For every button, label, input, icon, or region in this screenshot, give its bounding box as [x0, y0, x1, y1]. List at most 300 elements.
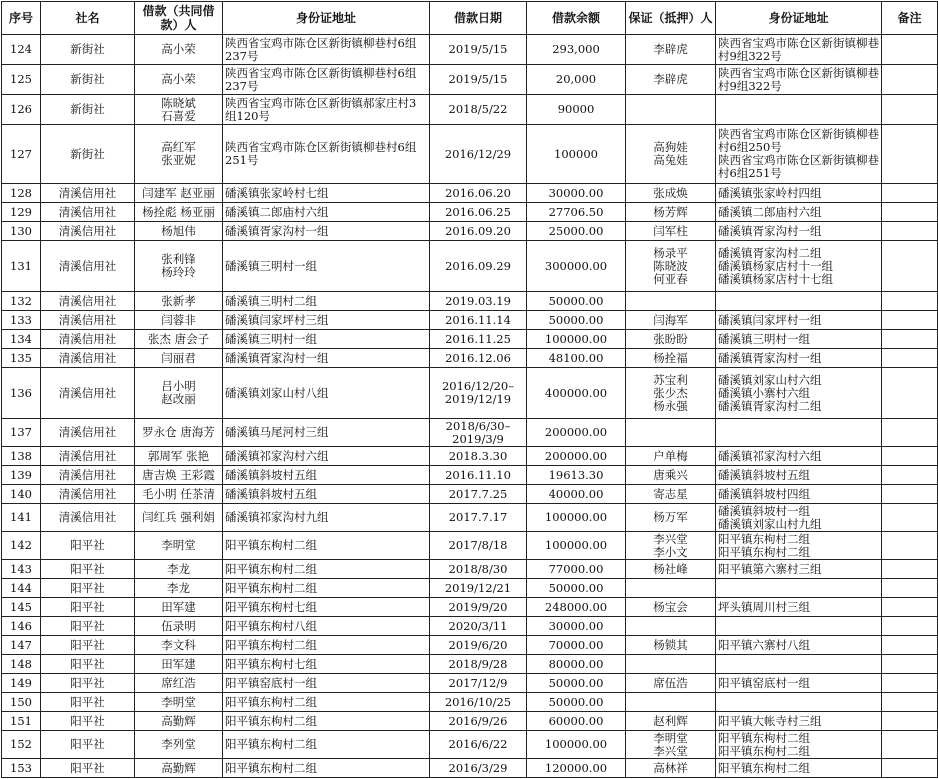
cell-guarantor-address: 磻溪镇刘家山村六组 磻溪镇小寨村六组 磻溪镇胥家沟村二组: [716, 368, 882, 419]
cell-date: 2019/5/15: [430, 65, 527, 95]
cell-address: 阳平镇东枸村二组: [223, 636, 430, 655]
cell-note: [882, 184, 938, 203]
cell-no: 128: [2, 184, 41, 203]
cell-no: 152: [2, 731, 41, 759]
cell-branch: 阳平社: [41, 617, 135, 636]
cell-address: 阳平镇东枸村二组: [223, 532, 430, 560]
cell-guarantor-address: [716, 419, 882, 447]
cell-guarantor: 赵利辉: [626, 712, 716, 731]
cell-no: 135: [2, 349, 41, 368]
cell-branch: 新街社: [41, 65, 135, 95]
cell-borrower: 李龙: [135, 579, 223, 598]
cell-branch: 清溪信用社: [41, 330, 135, 349]
cell-guarantor: 苏宝利 张少杰 杨永强: [626, 368, 716, 419]
cell-note: [882, 579, 938, 598]
cell-date: 2016.11.25: [430, 330, 527, 349]
cell-note: [882, 311, 938, 330]
cell-balance: 200000.00: [527, 419, 626, 447]
cell-note: [882, 693, 938, 712]
cell-date: 2016.11.10: [430, 466, 527, 485]
cell-guarantor: [626, 579, 716, 598]
cell-guarantor: [626, 95, 716, 125]
cell-balance: 100000.00: [527, 532, 626, 560]
cell-balance: 40000.00: [527, 485, 626, 504]
cell-guarantor: [626, 655, 716, 674]
cell-branch: 清溪信用社: [41, 485, 135, 504]
cell-borrower: 杨旭伟: [135, 222, 223, 241]
table-row: [2, 222, 938, 241]
cell-borrower: 高勤辉: [135, 712, 223, 731]
cell-guarantor-address: [716, 655, 882, 674]
cell-date: 2016.11.14: [430, 311, 527, 330]
cell-address: 阳平镇东枸村二组: [223, 560, 430, 579]
cell-guarantor-address: 磻溪镇三明村一组: [716, 330, 882, 349]
cell-guarantor: 户单梅: [626, 447, 716, 466]
cell-guarantor: 高狗娃 高兔娃: [626, 125, 716, 184]
cell-note: [882, 419, 938, 447]
cell-branch: 清溪信用社: [41, 504, 135, 532]
cell-guarantor: 高林祥: [626, 759, 716, 778]
header-branch: 社名: [41, 2, 135, 35]
cell-no: 138: [2, 447, 41, 466]
cell-borrower: 杨拴彪 杨亚丽: [135, 203, 223, 222]
cell-date: 2016.09.29: [430, 241, 527, 292]
cell-borrower: 李龙: [135, 560, 223, 579]
cell-note: [882, 560, 938, 579]
cell-address: 陕西省宝鸡市陈仓区新街镇柳巷村6组237号: [223, 65, 430, 95]
cell-note: [882, 504, 938, 532]
cell-address: 磻溪镇马尾河村三组: [223, 419, 430, 447]
cell-date: 2017.7.25: [430, 485, 527, 504]
cell-note: [882, 292, 938, 311]
table-row: [2, 560, 938, 579]
cell-date: 2018/5/22: [430, 95, 527, 125]
cell-branch: 阳平社: [41, 731, 135, 759]
cell-no: 130: [2, 222, 41, 241]
cell-address: 阳平镇东枸村二组: [223, 693, 430, 712]
table-row: [2, 636, 938, 655]
cell-address: 磻溪镇祁家沟村九组: [223, 504, 430, 532]
cell-borrower: 张利锋 杨玲玲: [135, 241, 223, 292]
cell-balance: 50000.00: [527, 693, 626, 712]
cell-branch: 新街社: [41, 95, 135, 125]
cell-no: 153: [2, 759, 41, 778]
cell-no: 145: [2, 598, 41, 617]
header-address: 身份证地址: [223, 2, 430, 35]
table-row: [2, 579, 938, 598]
cell-guarantor-address: 阳平镇大帐寺村三组: [716, 712, 882, 731]
cell-address: 陕西省宝鸡市陈仓区新街镇柳巷村6组237号: [223, 35, 430, 65]
cell-date: 2018/8/30: [430, 560, 527, 579]
cell-borrower: 李明堂: [135, 532, 223, 560]
table-row: [2, 241, 938, 292]
cell-guarantor-address: 磻溪镇斜坡村一组 磻溪镇刘家山村九组: [716, 504, 882, 532]
cell-no: 136: [2, 368, 41, 419]
cell-note: [882, 636, 938, 655]
cell-address: 阳平镇东枸村七组: [223, 598, 430, 617]
cell-branch: 新街社: [41, 125, 135, 184]
cell-guarantor-address: 阳平镇东枸村二组: [716, 759, 882, 778]
cell-balance: 100000.00: [527, 731, 626, 759]
cell-branch: 阳平社: [41, 560, 135, 579]
cell-borrower: 伍录明: [135, 617, 223, 636]
cell-no: 134: [2, 330, 41, 349]
cell-guarantor: 杨宝会: [626, 598, 716, 617]
cell-guarantor-address: 坪头镇周川村三组: [716, 598, 882, 617]
cell-borrower: 田军建: [135, 655, 223, 674]
cell-no: 129: [2, 203, 41, 222]
cell-note: [882, 349, 938, 368]
table-row: [2, 504, 938, 532]
cell-balance: 80000.00: [527, 655, 626, 674]
cell-borrower: 闫丽君: [135, 349, 223, 368]
cell-guarantor-address: 阳平镇东枸村二组 阳平镇东枸村二组: [716, 731, 882, 759]
cell-guarantor-address: [716, 95, 882, 125]
cell-no: 133: [2, 311, 41, 330]
table-row: [2, 330, 938, 349]
table-row: [2, 532, 938, 560]
cell-branch: 清溪信用社: [41, 203, 135, 222]
cell-no: 125: [2, 65, 41, 95]
cell-branch: 新街社: [41, 35, 135, 65]
header-guarantor-address: 身份证地址: [716, 2, 882, 35]
cell-guarantor: 杨拴福: [626, 349, 716, 368]
cell-branch: 阳平社: [41, 579, 135, 598]
cell-no: 137: [2, 419, 41, 447]
header-balance: 借款余额: [527, 2, 626, 35]
cell-balance: 20,000: [527, 65, 626, 95]
cell-address: 磻溪镇三明村一组: [223, 241, 430, 292]
cell-branch: 阳平社: [41, 674, 135, 693]
cell-branch: 阳平社: [41, 598, 135, 617]
cell-borrower: 陈晓斌 石喜爱: [135, 95, 223, 125]
cell-note: [882, 65, 938, 95]
cell-guarantor-address: 磻溪镇祁家沟村六组: [716, 447, 882, 466]
cell-note: [882, 203, 938, 222]
cell-borrower: 罗永仓 唐海芳: [135, 419, 223, 447]
cell-balance: 248000.00: [527, 598, 626, 617]
cell-branch: 阳平社: [41, 655, 135, 674]
cell-no: 149: [2, 674, 41, 693]
cell-branch: 阳平社: [41, 759, 135, 778]
cell-date: 2020/3/11: [430, 617, 527, 636]
table-row: [2, 759, 938, 778]
cell-guarantor: 张成焕: [626, 184, 716, 203]
cell-borrower: 席红浩: [135, 674, 223, 693]
cell-balance: 70000.00: [527, 636, 626, 655]
cell-address: 磻溪镇斜坡村五组: [223, 466, 430, 485]
cell-branch: 清溪信用社: [41, 311, 135, 330]
cell-guarantor-address: 磻溪镇斜坡村四组: [716, 485, 882, 504]
table-row: [2, 184, 938, 203]
cell-date: 2019/6/20: [430, 636, 527, 655]
cell-balance: 19613.30: [527, 466, 626, 485]
cell-branch: 阳平社: [41, 712, 135, 731]
cell-balance: 25000.00: [527, 222, 626, 241]
cell-branch: 阳平社: [41, 636, 135, 655]
header-note: 备注: [882, 2, 938, 35]
cell-guarantor: 杨锁其: [626, 636, 716, 655]
cell-address: 磻溪镇胥家沟村一组: [223, 222, 430, 241]
cell-branch: 清溪信用社: [41, 466, 135, 485]
table-row: [2, 203, 938, 222]
cell-address: 阳平镇窑底村一组: [223, 674, 430, 693]
cell-note: [882, 368, 938, 419]
table-row: [2, 655, 938, 674]
cell-date: 2019/12/21: [430, 579, 527, 598]
cell-balance: 400000.00: [527, 368, 626, 419]
cell-guarantor-address: 陕西省宝鸡市陈仓区新街镇柳巷村6组250号 陕西省宝鸡市陈仓区新街镇柳巷村6组251号: [716, 125, 882, 184]
cell-branch: 清溪信用社: [41, 419, 135, 447]
cell-balance: 77000.00: [527, 560, 626, 579]
cell-note: [882, 125, 938, 184]
cell-borrower: 张杰 唐会子: [135, 330, 223, 349]
cell-guarantor: 李辟虎: [626, 65, 716, 95]
cell-date: 2016.09.20: [430, 222, 527, 241]
cell-no: 144: [2, 579, 41, 598]
cell-address: 磻溪镇祁家沟村六组: [223, 447, 430, 466]
cell-balance: 293,000: [527, 35, 626, 65]
cell-guarantor: 闫军柱: [626, 222, 716, 241]
cell-note: [882, 532, 938, 560]
cell-balance: 30000.00: [527, 184, 626, 203]
cell-address: 磻溪镇张家岭村七组: [223, 184, 430, 203]
cell-no: 139: [2, 466, 41, 485]
cell-branch: 阳平社: [41, 693, 135, 712]
cell-date: 2018.3.30: [430, 447, 527, 466]
cell-borrower: 闫红兵 强利娟: [135, 504, 223, 532]
table-row: [2, 292, 938, 311]
cell-guarantor-address: 阳平镇第六寨村三组: [716, 560, 882, 579]
cell-guarantor-address: 磻溪镇胥家沟村二组 磻溪镇杨家店村十一组 磻溪镇杨家店村十七组: [716, 241, 882, 292]
cell-guarantor-address: [716, 693, 882, 712]
table-row: [2, 674, 938, 693]
cell-balance: 48100.00: [527, 349, 626, 368]
cell-no: 148: [2, 655, 41, 674]
cell-guarantor: 唐乘兴: [626, 466, 716, 485]
cell-branch: 清溪信用社: [41, 241, 135, 292]
table-row: [2, 693, 938, 712]
cell-address: 阳平镇东枸村二组: [223, 712, 430, 731]
cell-address: 磻溪镇胥家沟村一组: [223, 349, 430, 368]
cell-guarantor: 李辟虎: [626, 35, 716, 65]
cell-balance: 200000.00: [527, 447, 626, 466]
cell-branch: 清溪信用社: [41, 222, 135, 241]
cell-no: 141: [2, 504, 41, 532]
table-row: [2, 598, 938, 617]
cell-borrower: 高勤辉: [135, 759, 223, 778]
cell-guarantor: [626, 292, 716, 311]
cell-note: [882, 447, 938, 466]
cell-guarantor-address: 磻溪镇胥家沟村一组: [716, 222, 882, 241]
cell-guarantor-address: 阳平镇六寨村八组: [716, 636, 882, 655]
table-row: [2, 419, 938, 447]
cell-borrower: 唐吉焕 王彩霞: [135, 466, 223, 485]
cell-balance: 50000.00: [527, 292, 626, 311]
cell-address: 阳平镇东枸村八组: [223, 617, 430, 636]
cell-branch: 阳平社: [41, 532, 135, 560]
cell-borrower: 高小荣: [135, 35, 223, 65]
cell-borrower: 张新孝: [135, 292, 223, 311]
loan-table: [1, 1, 938, 778]
cell-borrower: 闫建军 赵亚丽: [135, 184, 223, 203]
cell-branch: 清溪信用社: [41, 447, 135, 466]
table-row: [2, 447, 938, 466]
cell-branch: 清溪信用社: [41, 349, 135, 368]
cell-note: [882, 330, 938, 349]
cell-address: 阳平镇东枸村二组: [223, 759, 430, 778]
cell-address: 阳平镇东枸村二组: [223, 579, 430, 598]
cell-guarantor: 寄志星: [626, 485, 716, 504]
cell-note: [882, 731, 938, 759]
cell-address: 陕西省宝鸡市陈仓区新街镇柳巷村6组251号: [223, 125, 430, 184]
cell-guarantor-address: [716, 292, 882, 311]
cell-branch: 清溪信用社: [41, 368, 135, 419]
cell-note: [882, 674, 938, 693]
cell-no: 131: [2, 241, 41, 292]
cell-borrower: 郭周军 张艳: [135, 447, 223, 466]
cell-guarantor: 杨芳辉: [626, 203, 716, 222]
table-row: [2, 368, 938, 419]
cell-date: 2019/9/20: [430, 598, 527, 617]
table-row: [2, 731, 938, 759]
cell-note: [882, 466, 938, 485]
cell-guarantor-address: 磻溪镇闫家坪村一组: [716, 311, 882, 330]
cell-address: 磻溪镇三明村二组: [223, 292, 430, 311]
table-row: [2, 617, 938, 636]
cell-guarantor-address: [716, 579, 882, 598]
cell-guarantor-address: 磻溪镇张家岭村四组: [716, 184, 882, 203]
cell-balance: 50000.00: [527, 311, 626, 330]
header-row: [2, 2, 938, 35]
cell-no: 146: [2, 617, 41, 636]
cell-date: 2016/12/29: [430, 125, 527, 184]
cell-no: 124: [2, 35, 41, 65]
cell-balance: 100000: [527, 125, 626, 184]
cell-borrower: 高红军 张亚妮: [135, 125, 223, 184]
cell-borrower: 李明堂: [135, 693, 223, 712]
cell-guarantor: [626, 419, 716, 447]
cell-address: 阳平镇东枸村七组: [223, 655, 430, 674]
cell-date: 2016/9/26: [430, 712, 527, 731]
cell-guarantor-address: 磻溪镇胥家沟村一组: [716, 349, 882, 368]
cell-note: [882, 655, 938, 674]
cell-guarantor: 杨万军: [626, 504, 716, 532]
cell-guarantor-address: 陕西省宝鸡市陈仓区新街镇柳巷村9组322号: [716, 35, 882, 65]
table-row: [2, 466, 938, 485]
cell-balance: 50000.00: [527, 674, 626, 693]
cell-balance: 27706.50: [527, 203, 626, 222]
cell-date: 2016.12.06: [430, 349, 527, 368]
cell-balance: 90000: [527, 95, 626, 125]
cell-guarantor-address: [716, 617, 882, 636]
cell-date: 2016/6/22: [430, 731, 527, 759]
header-borrower: 借款（共同借款）人: [135, 2, 223, 35]
table-row: [2, 485, 938, 504]
cell-note: [882, 712, 938, 731]
cell-no: 150: [2, 693, 41, 712]
cell-guarantor: 杨录平 陈晓波 何亚春: [626, 241, 716, 292]
cell-address: 磻溪镇二郎庙村六组: [223, 203, 430, 222]
cell-borrower: 毛小明 任茶清: [135, 485, 223, 504]
cell-date: 2018/9/28: [430, 655, 527, 674]
cell-date: 2016.06.25: [430, 203, 527, 222]
cell-address: 磻溪镇刘家山村八组: [223, 368, 430, 419]
cell-balance: 60000.00: [527, 712, 626, 731]
cell-balance: 300000.00: [527, 241, 626, 292]
header-guarantor: 保证（抵押）人: [626, 2, 716, 35]
cell-guarantor: 李明堂 李兴堂: [626, 731, 716, 759]
cell-no: 126: [2, 95, 41, 125]
cell-address: 陕西省宝鸡市陈仓区新街镇郝家庄村3组120号: [223, 95, 430, 125]
cell-note: [882, 222, 938, 241]
cell-guarantor: 张盼盼: [626, 330, 716, 349]
cell-date: 2017.7.17: [430, 504, 527, 532]
cell-note: [882, 95, 938, 125]
cell-balance: 100000.00: [527, 330, 626, 349]
cell-borrower: 高小荣: [135, 65, 223, 95]
header-date: 借款日期: [430, 2, 527, 35]
cell-date: 2017/8/18: [430, 532, 527, 560]
cell-guarantor: 闫海军: [626, 311, 716, 330]
cell-address: 阳平镇东枸村二组: [223, 731, 430, 759]
cell-guarantor-address: 阳平镇东枸村二组 阳平镇东枸村二组: [716, 532, 882, 560]
cell-date: 2019/5/15: [430, 35, 527, 65]
cell-no: 140: [2, 485, 41, 504]
cell-note: [882, 759, 938, 778]
cell-guarantor: [626, 617, 716, 636]
cell-guarantor: 李兴堂 李小文: [626, 532, 716, 560]
cell-no: 147: [2, 636, 41, 655]
cell-balance: 30000.00: [527, 617, 626, 636]
cell-borrower: 李文科: [135, 636, 223, 655]
table-row: [2, 311, 938, 330]
cell-address: 磻溪镇闫家坪村三组: [223, 311, 430, 330]
cell-borrower: 田军建: [135, 598, 223, 617]
cell-guarantor: 杨社峰: [626, 560, 716, 579]
cell-note: [882, 241, 938, 292]
cell-branch: 清溪信用社: [41, 184, 135, 203]
cell-borrower: 吕小明 赵改丽: [135, 368, 223, 419]
cell-balance: 100000.00: [527, 504, 626, 532]
cell-guarantor-address: 磻溪镇斜坡村五组: [716, 466, 882, 485]
table-row: [2, 125, 938, 184]
cell-date: 2019.03.19: [430, 292, 527, 311]
cell-guarantor-address: 陕西省宝鸡市陈仓区新街镇柳巷村9组322号: [716, 65, 882, 95]
cell-guarantor: 席伍浩: [626, 674, 716, 693]
cell-guarantor: [626, 693, 716, 712]
table-row: [2, 95, 938, 125]
cell-no: 127: [2, 125, 41, 184]
cell-note: [882, 35, 938, 65]
header-no: 序号: [2, 2, 41, 35]
cell-no: 142: [2, 532, 41, 560]
cell-borrower: 李列堂: [135, 731, 223, 759]
cell-address: 磻溪镇三明村一组: [223, 330, 430, 349]
cell-date: 2017/12/9: [430, 674, 527, 693]
cell-balance: 120000.00: [527, 759, 626, 778]
cell-note: [882, 617, 938, 636]
cell-date: 2016/3/29: [430, 759, 527, 778]
cell-guarantor-address: 阳平镇窑底村一组: [716, 674, 882, 693]
cell-balance: 50000.00: [527, 579, 626, 598]
table-row: [2, 65, 938, 95]
table-row: [2, 349, 938, 368]
cell-address: 磻溪镇斜坡村五组: [223, 485, 430, 504]
cell-no: 143: [2, 560, 41, 579]
table-row: [2, 35, 938, 65]
cell-no: 132: [2, 292, 41, 311]
